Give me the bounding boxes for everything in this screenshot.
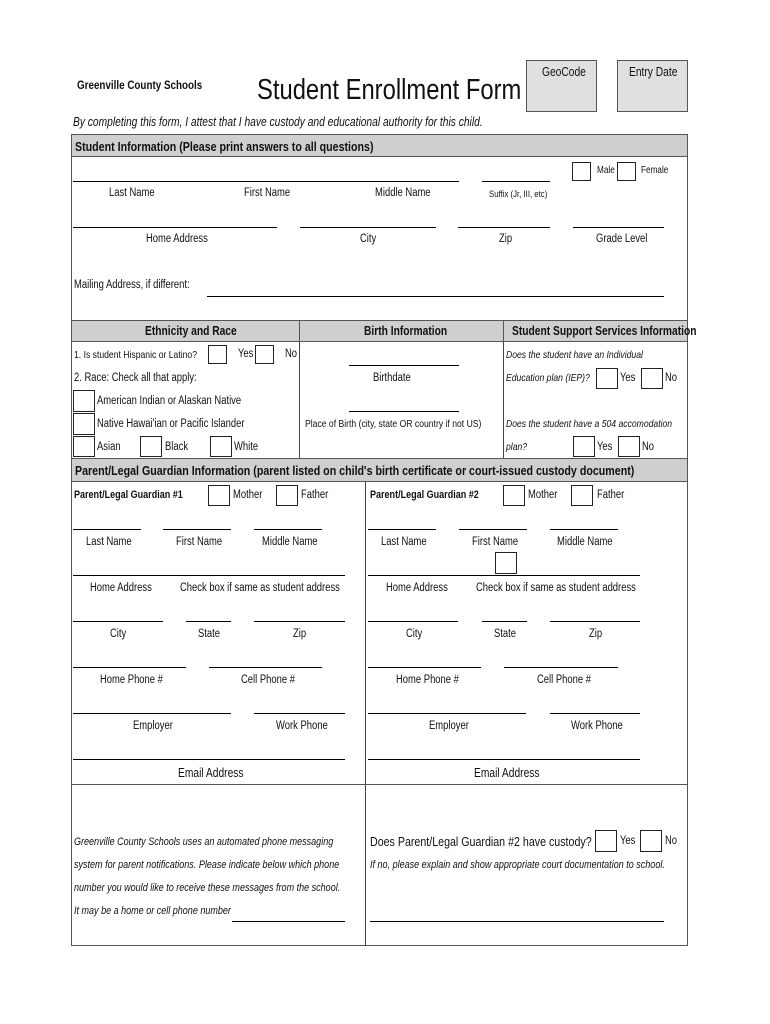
g2-mother-checkbox[interactable] [503,485,525,506]
g1-father-label: Father [301,489,329,501]
g2-first-name-line[interactable] [459,529,527,530]
male-label: Male [597,165,615,176]
asian-checkbox[interactable] [73,436,95,457]
entry-date-label: Entry Date [629,65,678,79]
male-checkbox[interactable] [572,162,591,181]
hispanic-no-label: No [285,348,298,360]
g1-middle-name-line[interactable] [254,529,322,530]
g2-city-label: City [406,628,423,640]
place-of-birth-line[interactable] [349,411,459,412]
attestation: By completing this form, I attest that I have custody and educational authority for this child. [73,115,483,129]
g1-work-phone-label: Work Phone [276,720,328,732]
g2-state-label: State [494,628,517,640]
place-of-birth-label: Place of Birth (city, state OR country if not US) [305,418,482,430]
suffix-line[interactable] [482,181,550,182]
g2-home-address-label: Home Address [386,582,448,594]
g1-state-line[interactable] [186,621,231,622]
black-label: Black [165,441,189,453]
divider-1 [299,342,300,458]
messaging-phone-line[interactable] [232,921,345,922]
g1-middle-name-label: Middle Name [262,536,318,548]
geocode-label: GeoCode [542,65,586,79]
g2-cell-phone-label: Cell Phone # [537,674,592,686]
g2-title: Parent/Legal Guardian #2 [370,489,479,501]
bottom-separator [71,784,688,785]
g1-father-checkbox[interactable] [276,485,298,506]
g1-email-label: Email Address [178,766,244,780]
messaging-note-3: number you would like to receive these messages from the school. [74,882,341,894]
divider-2 [503,342,504,458]
g1-mother-checkbox[interactable] [208,485,230,506]
iep-no-checkbox[interactable] [641,368,663,389]
hispanic-no-checkbox[interactable] [255,345,274,364]
g2-same-address-checkbox[interactable] [495,552,517,574]
g2-home-phone-line[interactable] [368,667,481,668]
g2-same-address-label: Check box if same as student address [476,582,636,594]
g2-middle-name-label: Middle Name [557,536,613,548]
g1-city-line[interactable] [73,621,163,622]
g1-zip-line[interactable] [254,621,345,622]
aian-label: American Indian or Alaskan Native [97,395,242,407]
g1-employer-line[interactable] [73,713,231,714]
g1-home-address-label: Home Address [90,582,152,594]
zip-label: Zip [499,233,513,245]
custody-no-label: No [665,835,678,847]
s504-question-1: Does the student have a 504 accomodation [506,418,673,430]
messaging-note-4: It may be a home or cell phone number [74,905,231,917]
student-name-line[interactable] [73,181,459,182]
g1-home-phone-label: Home Phone # [100,674,163,686]
home-address-label: Home Address [146,233,208,245]
white-label: White [234,441,259,453]
guardian-section-header [71,458,688,482]
black-checkbox[interactable] [140,436,162,457]
g2-father-checkbox[interactable] [571,485,593,506]
s504-no-checkbox[interactable] [618,436,640,457]
suffix-label: Suffix (Jr, III, etc) [489,189,548,200]
g2-last-name-line[interactable] [368,529,436,530]
g1-same-address-label: Check box if same as student address [180,582,340,594]
custody-note: If no, please explain and show appropriate court documentation to school. [370,859,665,871]
birthdate-line[interactable] [349,365,459,366]
g2-email-line[interactable] [368,759,640,760]
g2-first-name-label: First Name [472,536,519,548]
mailing-label: Mailing Address, if different: [74,279,190,291]
birth-title: Birth Information [364,324,448,338]
entry-date-box[interactable] [617,60,688,112]
female-label: Female [641,165,669,176]
messaging-note-2: system for parent notifications. Please indicate below which phone [74,859,340,871]
g1-city-label: City [110,628,127,640]
g2-home-address-line[interactable] [368,575,640,576]
g2-email-label: Email Address [474,766,540,780]
g2-middle-name-line[interactable] [550,529,618,530]
iep-yes-label: Yes [620,372,636,384]
g2-work-phone-label: Work Phone [571,720,623,732]
g1-last-name-label: Last Name [86,536,132,548]
g2-zip-line[interactable] [550,621,640,622]
g1-mother-label: Mother [233,489,263,501]
g1-work-phone-line[interactable] [254,713,345,714]
g1-last-name-line[interactable] [73,529,141,530]
messaging-note-1: Greenville County Schools uses an automated phone messaging [74,836,334,848]
custody-question: Does Parent/Legal Guardian #2 have custody? [370,834,592,849]
birth-header [299,320,504,342]
g1-state-label: State [198,628,221,640]
g2-city-line[interactable] [368,621,458,622]
g2-employer-label: Employer [429,720,469,732]
support-title: Student Support Services Information [512,324,697,338]
iep-no-label: No [665,372,678,384]
g2-last-name-label: Last Name [381,536,427,548]
ethnicity-header [71,320,300,342]
hispanic-yes-checkbox[interactable] [208,345,227,364]
custody-no-checkbox[interactable] [640,830,662,852]
custody-yes-label: Yes [620,835,636,847]
hispanic-question: 1. Is student Hispanic or Latino? [74,349,198,361]
g1-title: Parent/Legal Guardian #1 [74,489,183,501]
g1-employer-label: Employer [133,720,173,732]
g1-home-address-line[interactable] [73,575,345,576]
city-label: City [360,233,377,245]
form-title: Student Enrollment Form [257,74,522,106]
city-line[interactable] [300,227,436,228]
middle-name-label: Middle Name [375,187,431,199]
s504-yes-label: Yes [597,441,613,453]
nhpi-checkbox[interactable] [73,413,95,435]
grade-level-label: Grade Level [596,233,648,245]
g2-father-label: Father [597,489,625,501]
g2-state-line[interactable] [482,621,527,622]
s504-question-2: plan? [506,441,528,453]
g1-first-name-line[interactable] [163,529,231,530]
geocode-box[interactable] [526,60,597,112]
g1-cell-phone-label: Cell Phone # [241,674,296,686]
zip-line[interactable] [458,227,550,228]
home-address-line[interactable] [73,227,277,228]
last-name-label: Last Name [109,187,155,199]
g2-home-phone-label: Home Phone # [396,674,459,686]
guardian-divider [365,482,366,946]
iep-question-2: Education plan (IEP)? [506,372,590,384]
g2-zip-label: Zip [589,628,603,640]
g1-home-phone-line[interactable] [73,667,186,668]
org-name: Greenville County Schools [77,78,203,92]
hispanic-yes-label: Yes [238,348,254,360]
mailing-address-line[interactable] [207,296,664,297]
g2-employer-line[interactable] [368,713,526,714]
g1-first-name-label: First Name [176,536,223,548]
guardian-section-title: Parent/Legal Guardian Information (parent listed on child's birth certificate or court-issued custody document) [75,463,635,478]
grade-level-line[interactable] [573,227,664,228]
custody-explanation-line[interactable] [370,921,664,922]
support-header [503,320,697,342]
g2-mother-label: Mother [528,489,558,501]
ethnicity-title: Ethnicity and Race [145,324,237,338]
g1-zip-label: Zip [293,628,307,640]
s504-no-label: No [642,441,655,453]
first-name-label: First Name [244,187,291,199]
birthdate-label: Birthdate [373,372,411,384]
white-checkbox[interactable] [210,436,232,457]
race-question: 2. Race: Check all that apply: [74,372,197,384]
iep-yes-checkbox[interactable] [596,368,618,389]
student-section-title: Student Information (Please print answers to all questions) [75,139,374,154]
aian-checkbox[interactable] [73,390,95,412]
g1-cell-phone-line[interactable] [209,667,322,668]
asian-label: Asian [97,441,121,453]
student-section-header [71,134,688,157]
custody-yes-checkbox[interactable] [595,830,617,852]
g1-email-line[interactable] [73,759,345,760]
g2-work-phone-line[interactable] [550,713,640,714]
s504-yes-checkbox[interactable] [573,436,595,457]
g2-cell-phone-line[interactable] [504,667,618,668]
female-checkbox[interactable] [617,162,636,181]
nhpi-label: Native Hawai'ian or Pacific Islander [97,418,245,430]
iep-question-1: Does the student have an Individual [506,349,643,361]
